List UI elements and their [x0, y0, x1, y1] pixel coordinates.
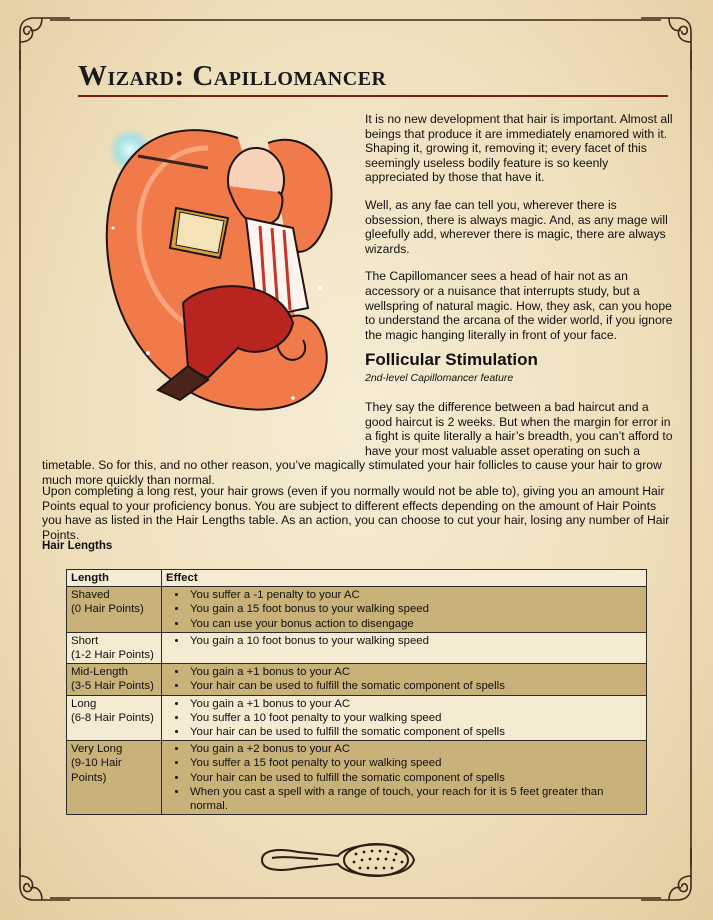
corner-flourish-icon: [639, 12, 699, 72]
effect-item: • Your hair can be used to fulfill the somatic component of spells: [188, 679, 642, 693]
length-name: Long: [71, 697, 97, 710]
table-row: [67, 587, 647, 633]
feature-paragraph-1-text: They say the difference between a bad haircut and a good haircut is 2 weeks. But when the margin for error in a fight is quite literally a hair’s breadth, you can’t afford to have your most valuable asset operating on such a timetable. So for this, and no other reason, you’ve magically stimulated your hair follicles to cause your hair to grow much more quickly than normal.: [42, 400, 673, 487]
corner-flourish-icon: [639, 846, 699, 906]
effect-item: • You suffer a 10 foot penalty to your walking speed: [188, 711, 642, 725]
header-effect: Effect: [162, 570, 647, 587]
effect-cell: [162, 587, 647, 633]
hair-lengths-table: [66, 569, 647, 815]
effect-item: • You gain a 10 foot bonus to your walking speed: [188, 634, 642, 648]
effect-item: • You gain a +2 bonus to your AC: [188, 742, 642, 756]
header-length: Length: [67, 570, 162, 587]
effect-cell: [162, 664, 647, 695]
length-points: (9-10 Hair Points): [71, 757, 122, 784]
effect-item: • You suffer a 15 foot penalty to your walking speed: [188, 756, 642, 770]
length-cell: [67, 695, 162, 741]
effect-item: • You gain a 15 foot bonus to your walking speed: [188, 602, 642, 616]
length-name: Short: [71, 634, 99, 647]
length-points: (1-2 Hair Points): [71, 649, 154, 662]
table-caption: Hair Lengths: [42, 540, 113, 552]
feature-paragraph-2: Upon completing a long rest, your hair grows (even if you normally would not be able to), giving you an amount Hair Points equal to your proficiency bonus. You are subject to different effects depending on the amount of Hair Points you have as listed in the Hair Lengths table. As an action, you can choose to cut your hair, losing any number of Hair Points.: [42, 484, 670, 542]
effect-item: • You can use your bonus action to disengage: [188, 617, 642, 631]
effect-item: • You gain a +1 bonus to your AC: [188, 697, 642, 711]
effect-item: • Your hair can be used to fulfill the somatic component of spells: [188, 725, 642, 739]
length-cell: [67, 632, 162, 663]
intro-text: [365, 112, 675, 355]
table-row: [67, 664, 647, 695]
hairbrush-icon: [258, 832, 418, 888]
length-cell: [67, 587, 162, 633]
length-points: (0 Hair Points): [71, 603, 144, 616]
intro-paragraph: Well, as any fae can tell you, wherever there is obsession, there is always magic. And, as any mage will gleefully add, wherever there is magic, there are always wizards.: [365, 197, 668, 256]
feature-subtitle: 2nd-level Capillomancer feature: [365, 372, 514, 384]
effect-cell: [162, 741, 647, 815]
intro-paragraph: The Capillomancer sees a head of hair not as an accessory or a nuisance that interrupts study, but a wellspring of natural magic. How, they ask, can you hope to understand the arcana of the wider world, if you ignore the magic hanging literally in front of your face.: [365, 269, 673, 342]
corner-flourish-icon: [12, 12, 72, 72]
length-cell: [67, 741, 162, 815]
length-points: (6-8 Hair Points): [71, 711, 154, 724]
effect-item: • Your hair can be used to fulfill the somatic component of spells: [188, 771, 642, 785]
length-cell: [67, 664, 162, 695]
effect-cell: [162, 695, 647, 741]
table-header-row: [67, 570, 647, 587]
length-points: (3-5 Hair Points): [71, 680, 154, 693]
table-row: [67, 632, 647, 663]
effect-item: • You suffer a -1 penalty to your AC: [188, 588, 642, 602]
feature-paragraph-1: [42, 400, 674, 488]
feature-title: Follicular Stimulation: [365, 350, 538, 369]
intro-paragraph: It is no new development that hair is important. Almost all beings that produce it are immediately enamored with it. Shaping it, growing it, removing it; every facet of this seemingly useless bodily feature is so keenly appreciated by those that have it.: [365, 112, 673, 185]
length-name: Very Long: [71, 743, 123, 756]
capillomancer-illustration: [88, 108, 346, 426]
effect-cell: [162, 632, 647, 663]
table-row: [67, 695, 647, 741]
effect-item: • When you cast a spell with a range of touch, your reach for it is 5 feet greater than normal.: [188, 785, 642, 813]
length-name: Mid-Length: [71, 666, 128, 679]
text-wrap-spacer: [42, 400, 365, 444]
corner-flourish-icon: [12, 846, 72, 906]
title-underline: [78, 95, 668, 97]
effect-item: • You gain a +1 bonus to your AC: [188, 665, 642, 679]
length-name: Shaved: [71, 589, 110, 602]
page-title: Wizard: Capillomancer: [78, 60, 387, 92]
table-row: [67, 741, 647, 815]
